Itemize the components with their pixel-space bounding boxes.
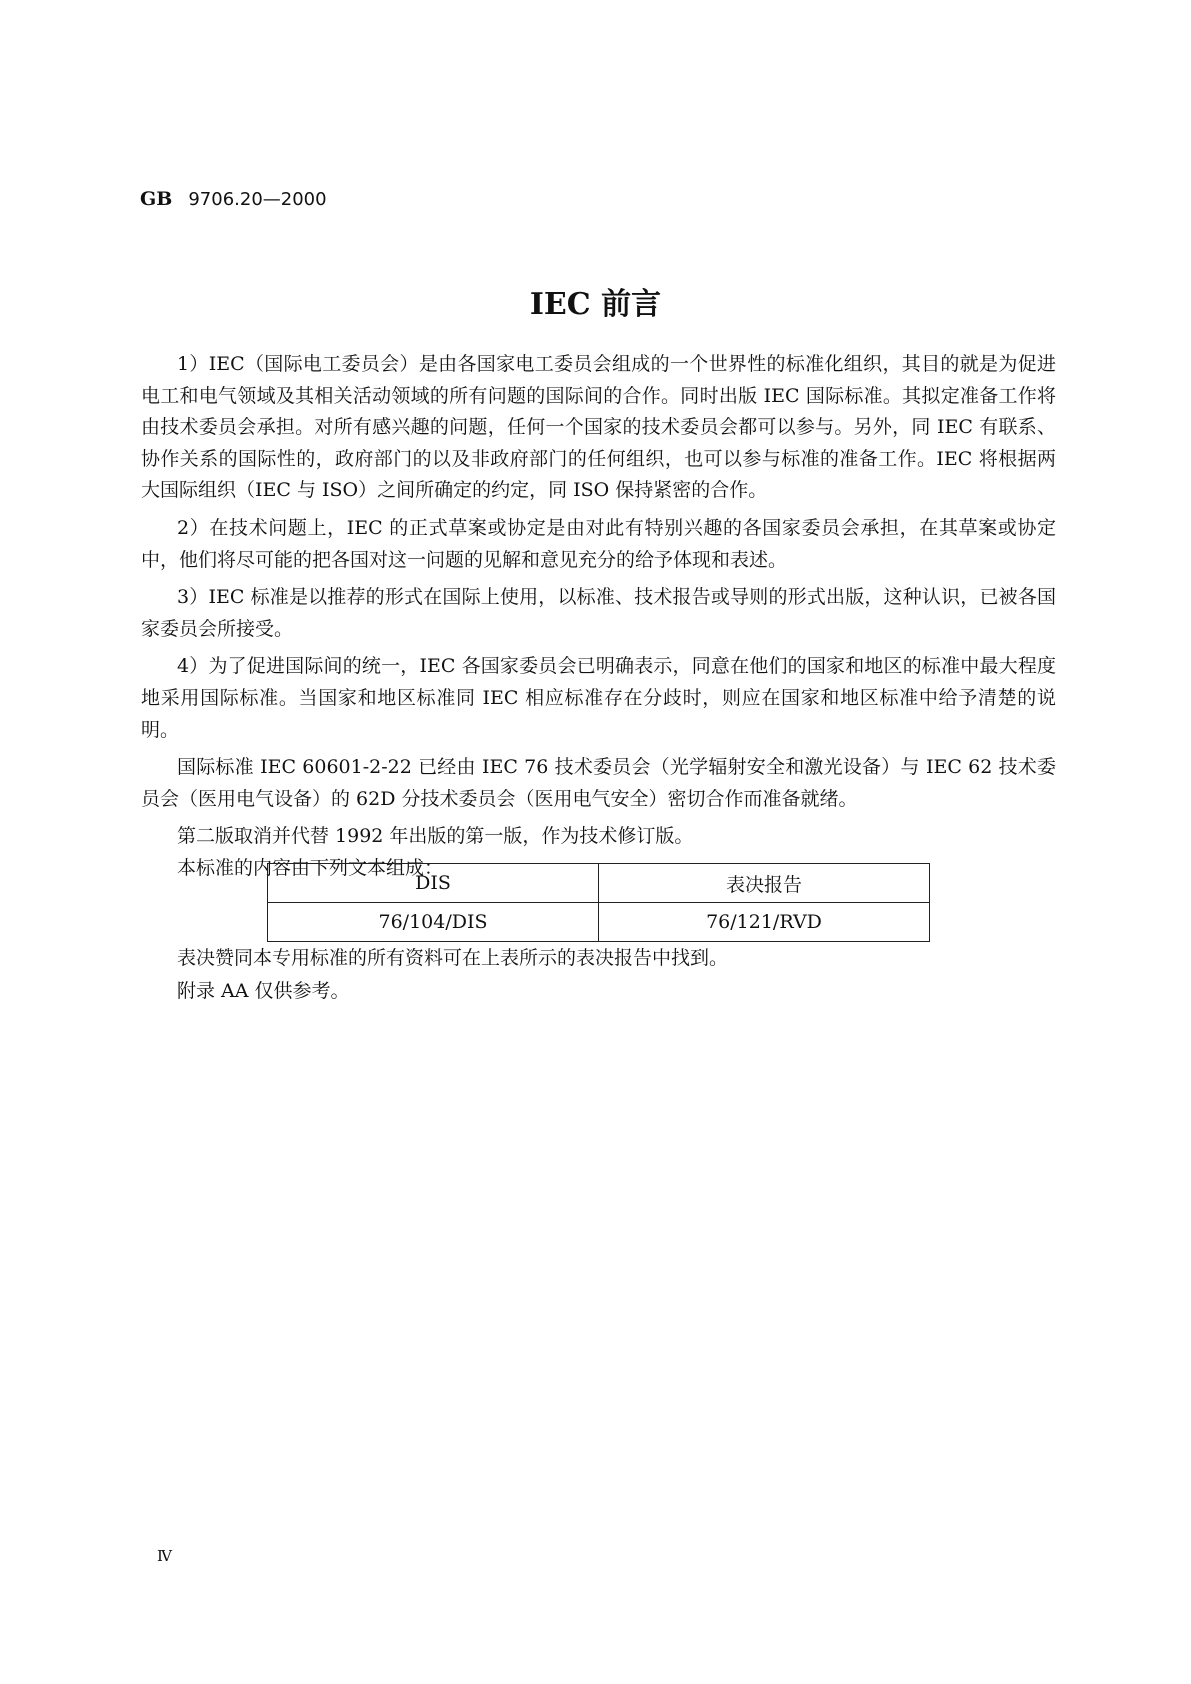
voting-note: 表决赞同本专用标准的所有资料可在上表所示的表决报告中找到。 xyxy=(177,947,729,969)
paragraph-2: 2）在技术问题上，IEC 的正式草案或协定是由对此有特别兴趣的各国家委员会承担，在其草案或协定中，他们将尽可能的把各国对这一问题的见解和意见充分的给予体现和表述。 xyxy=(141,516,1056,571)
paragraph-3: 3）IEC 标准是以推荐的形式在国际上使用，以标准、技术报告或导则的形式出版，这种认识，已被各国家委员会所接受。 xyxy=(141,586,1056,640)
page-title: IEC 前言 xyxy=(529,287,662,322)
paragraph-4: 4）为了促进国际间的统一，IEC 各国家委员会已明确表示，同意在他们的国家和地区的标准中最大程度地采用国际标准。当国家和地区标准同 IEC 相应标准存在分歧时，则应在国家和地区标准中给予清楚的说明。 xyxy=(141,655,1056,741)
foreword-body xyxy=(141,349,1056,885)
standard-prefix: GB xyxy=(140,188,173,210)
standard-number: 9706.20—2000 xyxy=(188,189,327,210)
paragraph-5: 国际标准 IEC 60601-2-22 已经由 IEC 76 技术委员会（光学辐射安全和激光设备）与 IEC 62 技术委员会（医用电气设备）的 62D 分技术委员会（医用电气安全）密切合作而准备就绪。 xyxy=(141,756,1056,810)
table-header-cell: 表决报告 xyxy=(599,864,930,903)
page-number: Ⅳ xyxy=(157,1547,172,1565)
paragraph-1: 1）IEC（国际电工委员会）是由各国家电工委员会组成的一个世界性的标准化组织，其目的就是为促进电工和电气领域及其相关活动领域的所有问题的国际间的合作。同时出版 IEC 国际标准。其拟定准备工作将由技术委员会承担。对所有感兴趣的问题，任何一个国家的技术委员会都可以参与。另外，同 IEC 有联系、协作关系的国际性的，政府部门的以及非政府部门的任何组织，也可以参与标准的准备工作。IEC 将根据两大国际组织（IEC 与 ISO）之间所确定的约定，同 ISO 保持紧密的合作。 xyxy=(141,353,1056,502)
document-composition-table xyxy=(267,863,930,942)
annex-note: 附录 AA 仅供参考。 xyxy=(177,980,350,1002)
table-header-cell: DIS xyxy=(268,864,599,903)
table-cell: 76/121/RVD xyxy=(599,903,930,942)
after-table-text xyxy=(141,942,1056,1008)
table-row xyxy=(268,903,930,942)
document-header xyxy=(140,188,327,210)
table-cell: 76/104/DIS xyxy=(268,903,599,942)
table-intro: 本标准的内容由下列文本组成： xyxy=(177,856,444,879)
table-header-row xyxy=(268,864,930,903)
edition-note: 第二版取消并代替 1992 年出版的第一版，作为技术修订版。 xyxy=(177,825,694,848)
